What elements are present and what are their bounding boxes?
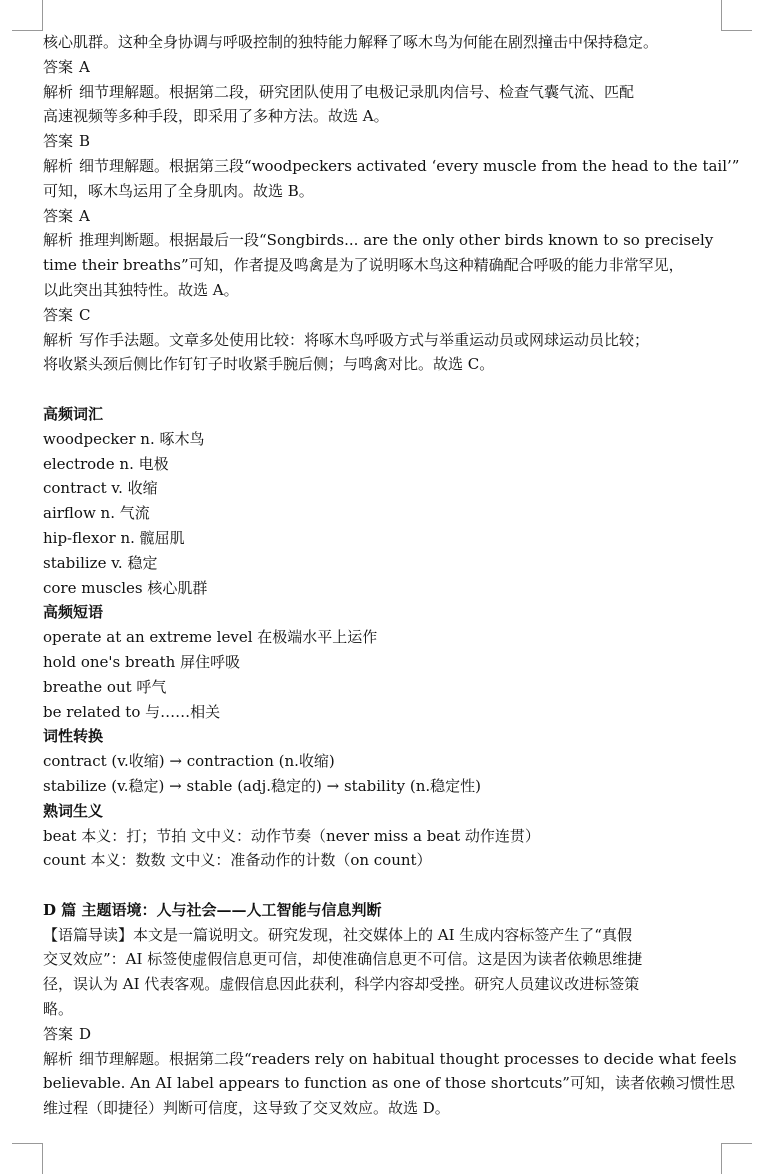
analysis-line	[43, 154, 740, 179]
analysis-text: 细节理解题。根据第三段“woodpeckers activated ‘every muscle from the head to the tail’”	[79, 156, 740, 175]
page-corner-mark	[721, 1143, 752, 1174]
analysis-text: 细节理解题。根据第二段“readers rely on habitual thought processes to decide what feels	[79, 1049, 737, 1068]
answer-label: 答案	[43, 1024, 74, 1043]
intro-line: 【语篇导读】本文是一篇说明文。研究发现，社交媒体上的 AI 生成内容标签产生了“真假	[43, 925, 632, 944]
answer-line	[43, 204, 723, 229]
paragraph-line: 核心肌群。这种全身协调与呼吸控制的独特能力解释了啄木鸟为何能在剧烈撞击中保持稳定。	[43, 33, 659, 51]
answer-label: 答案	[43, 305, 74, 324]
document-body	[43, 30, 740, 1121]
intro-line: 径，误认为 AI 代表客观。虚假信息因此获利，科学内容却受挫。研究人员建议改进标签策	[43, 975, 640, 994]
spacer	[43, 377, 723, 402]
conversion-item: contract (v.收缩) → contraction (n.收缩)	[43, 752, 335, 771]
spacer	[43, 873, 723, 898]
analysis-text: 可知，啄木鸟运用了全身肌肉。故选 B。	[43, 181, 314, 200]
phrase-heading: 高频短语	[43, 603, 104, 622]
answer-label: 答案	[43, 57, 74, 76]
analysis-label: 解析	[43, 82, 74, 101]
vocab-heading: 高频词汇	[43, 404, 104, 423]
analysis-label: 解析	[43, 330, 74, 349]
answer-label: 答案	[43, 206, 74, 225]
polysemy-heading: 熟词生义	[43, 801, 104, 820]
answer-value: A	[79, 57, 90, 76]
page-corner-mark	[12, 1143, 43, 1174]
answer-label: 答案	[43, 132, 74, 151]
analysis-text: 维过程（即捷径）判断可信度，这导致了交叉效应。故选 D。	[43, 1099, 450, 1118]
answer-value: A	[79, 206, 90, 225]
answer-value: B	[79, 132, 91, 151]
answer-line	[43, 55, 723, 80]
vocab-item: core muscles 核心肌群	[43, 578, 208, 597]
intro-line: 交叉效应”：AI 标签使虚假信息更可信，却使准确信息更不可信。这是因为读者依赖思维捷	[43, 950, 643, 969]
analysis-text: 高速视频等多种手段，即采用了多种方法。故选 A。	[43, 107, 389, 126]
vocab-item: stabilize v. 稳定	[43, 553, 158, 572]
phrase-item: operate at an extreme level 在极端水平上运作	[43, 628, 378, 647]
analysis-text: 写作手法题。文章多处使用比较：将啄木鸟呼吸方式与举重运动员或网球运动员比较；	[79, 330, 650, 349]
vocab-item: hip-flexor n. 髋屈肌	[43, 528, 185, 547]
answer-value: D	[79, 1024, 92, 1043]
analysis-text: 推理判断题。根据最后一段“Songbirds... are the only other birds known to so precisely	[79, 231, 714, 250]
vocab-item: contract v. 收缩	[43, 479, 158, 498]
phrase-item: be related to 与……相关	[43, 702, 221, 721]
polysemy-item: beat 本义：打；节拍 文中义：动作节奏（never miss a beat 动作连贯）	[43, 826, 540, 845]
answer-value: C	[79, 305, 91, 324]
answer-line	[43, 1022, 723, 1047]
answer-line	[43, 129, 723, 154]
page-corner-mark	[721, 0, 752, 31]
analysis-text: 细节理解题。根据第二段，研究团队使用了电极记录肌肉信号、检查气囊气流、匹配	[79, 82, 635, 101]
analysis-label: 解析	[43, 231, 74, 250]
phrase-item: breathe out 呼气	[43, 677, 167, 696]
vocab-item: airflow n. 气流	[43, 504, 150, 523]
section-title: D 篇 主题语境：人与社会——人工智能与信息判断	[43, 900, 382, 919]
intro-line: 略。	[43, 1000, 74, 1019]
analysis-line	[43, 328, 723, 353]
analysis-text: 以此突出其独特性。故选 A。	[43, 280, 239, 299]
polysemy-item: count 本义：数数 文中义：准备动作的计数（on count）	[43, 851, 432, 870]
analysis-label: 解析	[43, 156, 74, 175]
vocab-item: electrode n. 电极	[43, 454, 169, 473]
vocab-item: woodpecker n. 啄木鸟	[43, 429, 205, 448]
conversion-item: stabilize (v.稳定) → stable (adj.稳定的) → stability (n.稳定性)	[43, 776, 482, 795]
page-corner-mark	[12, 0, 43, 31]
analysis-text: believable. An AI label appears to function as one of those shortcuts”可知，读者依赖习惯性思	[43, 1074, 735, 1093]
analysis-label: 解析	[43, 1049, 74, 1068]
analysis-text: time their breaths”可知，作者提及鸣禽是为了说明啄木鸟这种精确配合呼吸的能力非常罕见，	[43, 256, 684, 275]
analysis-line	[43, 1047, 737, 1072]
analysis-text: 将收紧头颈后侧比作钉钉子时收紧手腕后侧；与鸣禽对比。故选 C。	[43, 355, 495, 374]
phrase-item: hold one's breath 屏住呼吸	[43, 652, 241, 671]
conversion-heading: 词性转换	[43, 727, 104, 746]
analysis-line	[43, 80, 723, 105]
analysis-line	[43, 228, 723, 253]
answer-line	[43, 303, 723, 328]
